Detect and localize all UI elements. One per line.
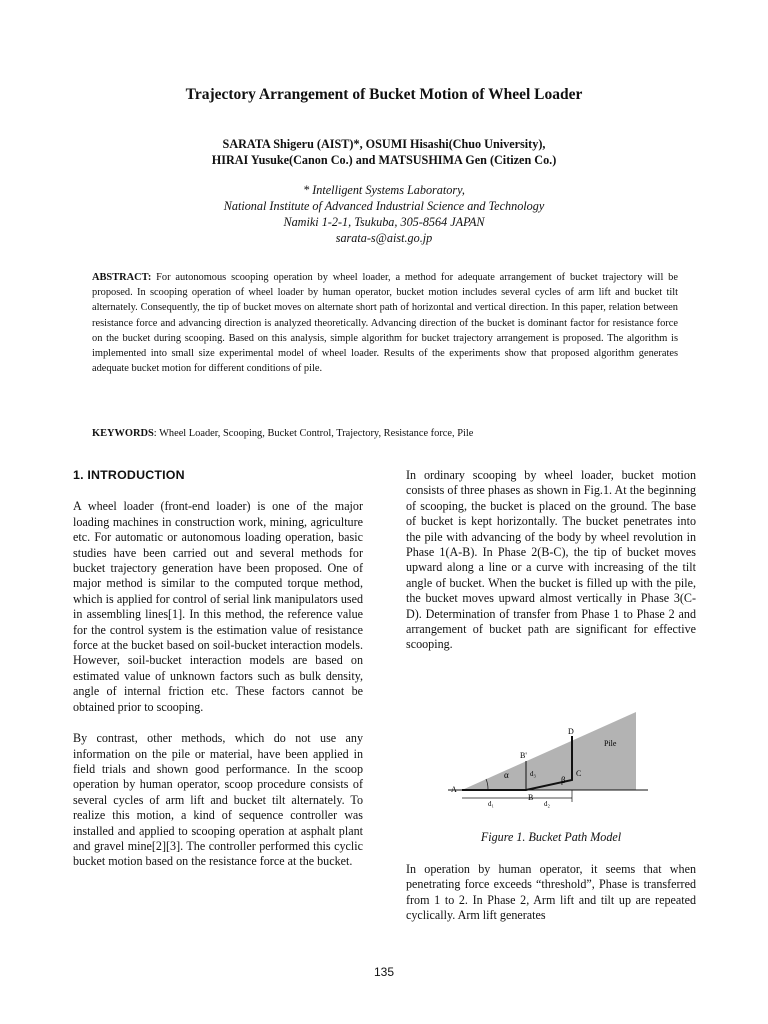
right-paragraph-1: In ordinary scooping by wheel loader, bucket motion consists of three phases as shown in Fig.1. At the beginning of scooping, the bucket is placed on the ground. The base of bucket is kept horizontally. The bucket penetrates into the pile with advancing of the body by wheel revolution in Phase 1(A-B). In Phase 2(B-C), the tip of bucket moves upward along a line or a curve with increasing of the tilt angle of bucket. When the bucket is filled up with the pile, the bucket moves upward almost vertically in Phase 3(C-D). Determination of transfer from Phase 1 to Phase 2 and arrangement of bucket path are significant for effective scooping. <box>406 468 696 652</box>
author-line-2: HIRAI Yusuke(Canon Co.) and MATSUSHIMA Gen (Citizen Co.) <box>211 153 557 167</box>
label-b: B <box>528 793 534 802</box>
author-line-1: SARATA Shigeru (AIST)*, OSUMI Hisashi(Chuo University), <box>222 137 546 151</box>
keywords-text: : Wheel Loader, Scooping, Bucket Control, Trajectory, Resistance force, Pile <box>153 428 474 439</box>
label-alpha: α <box>504 770 509 780</box>
label-d3: d₃ <box>530 770 536 778</box>
intro-paragraph-1: A wheel loader (front-end loader) is one of the major loading machines in construction work, mining, agriculture etc. For automatic or autonomous loading operation, basic studies have been carried out and several methods for bucket trajectory generation have been proposed. One of major method is similar to the computed torque method, which is applied for control of serial link manipulators used in assembling lines[1]. In this method, the reference value for the control system is the estimation value of resistance force at the bucket based on soil-bucket interaction models. However, soil-bucket interaction models are based on estimated value of unknown factors such as bulk density, angle of internal friction etc. These factors cannot be obtained prior to scooping. <box>73 499 363 714</box>
right-column-continued <box>406 862 696 940</box>
affiliation-block <box>0 182 768 246</box>
pile-shape <box>462 712 636 790</box>
affiliation-line-2: National Institute of Advanced Industrial Science and Technology <box>223 199 545 213</box>
abstract <box>92 270 678 376</box>
label-c: C <box>576 769 582 778</box>
keywords <box>92 426 678 441</box>
abstract-text: For autonomous scooping operation by wheel loader, a method for adequate arrangement of bucket trajectory will be proposed. In scooping operation of wheel loader by human operator, bucket motion includes several cycles of arm lift and bucket tilt alternately. Consequently, the tip of bucket moves on alternate short path of horizontal and vertical direction. In this paper, relation between resistance force and advancing direction is analyzed theoretically. Advancing direction of the bucket is dominant factor for resistance force on the bucket during scooping. Based on this analysis, simple algorithm for bucket trajectory arrangement is proposed. The algorithm is implemented into small size experimental model of wheel loader. Results of the experiments show that proposed algorithm generates adequate bucket motion for different conditions of pile. <box>92 272 678 375</box>
page-number: 135 <box>373 965 395 979</box>
label-a: A <box>451 785 457 794</box>
label-d: D <box>568 727 574 736</box>
affiliation-line-3: Namiki 1-2-1, Tsukuba, 305-8564 JAPAN <box>283 215 485 229</box>
abstract-label: ABSTRACT: <box>92 272 152 283</box>
label-beta: β <box>561 775 566 785</box>
intro-paragraph-2: By contrast, other methods, which do not use any information on the pile or material, have been applied in field trials and shown good performance. In the scoop operation by human operator, scoop procedure consists of several cycles of arm lift and bucket tilt alternately. To realize this motion, a kind of sequence controller was installed and applied to scooping operation at asphalt plant and gravel mine[2][3]. The controller performed this cyclic bucket motion based on the resistance force at the bucket. <box>73 731 363 869</box>
label-d2: d₂ <box>544 800 550 808</box>
section-heading-introduction: 1. INTRODUCTION <box>73 468 185 482</box>
bucket-path-figure <box>448 708 648 808</box>
affiliation-line-1: * Intelligent Systems Laboratory, <box>303 183 465 197</box>
left-column <box>73 468 363 886</box>
figure-caption: Figure 1. Bucket Path Model <box>480 830 622 844</box>
right-paragraph-2: In operation by human operator, it seems that when penetrating force exceeds “threshold”, Phase is transferred from 1 to 2. In Phase 2, Arm lift and tilt up are repeated cyclically. Arm lift generates <box>406 862 696 923</box>
right-column <box>406 468 696 669</box>
label-b-prime: B' <box>520 751 527 760</box>
author-list <box>0 136 768 168</box>
paper-title: Trajectory Arrangement of Bucket Motion of Wheel Loader <box>185 86 583 103</box>
label-d1: d₁ <box>488 800 494 808</box>
label-pile: Pile <box>604 739 617 748</box>
author-email: sarata-s@aist.go.jp <box>335 231 433 245</box>
keywords-label: KEYWORDS <box>92 428 154 439</box>
